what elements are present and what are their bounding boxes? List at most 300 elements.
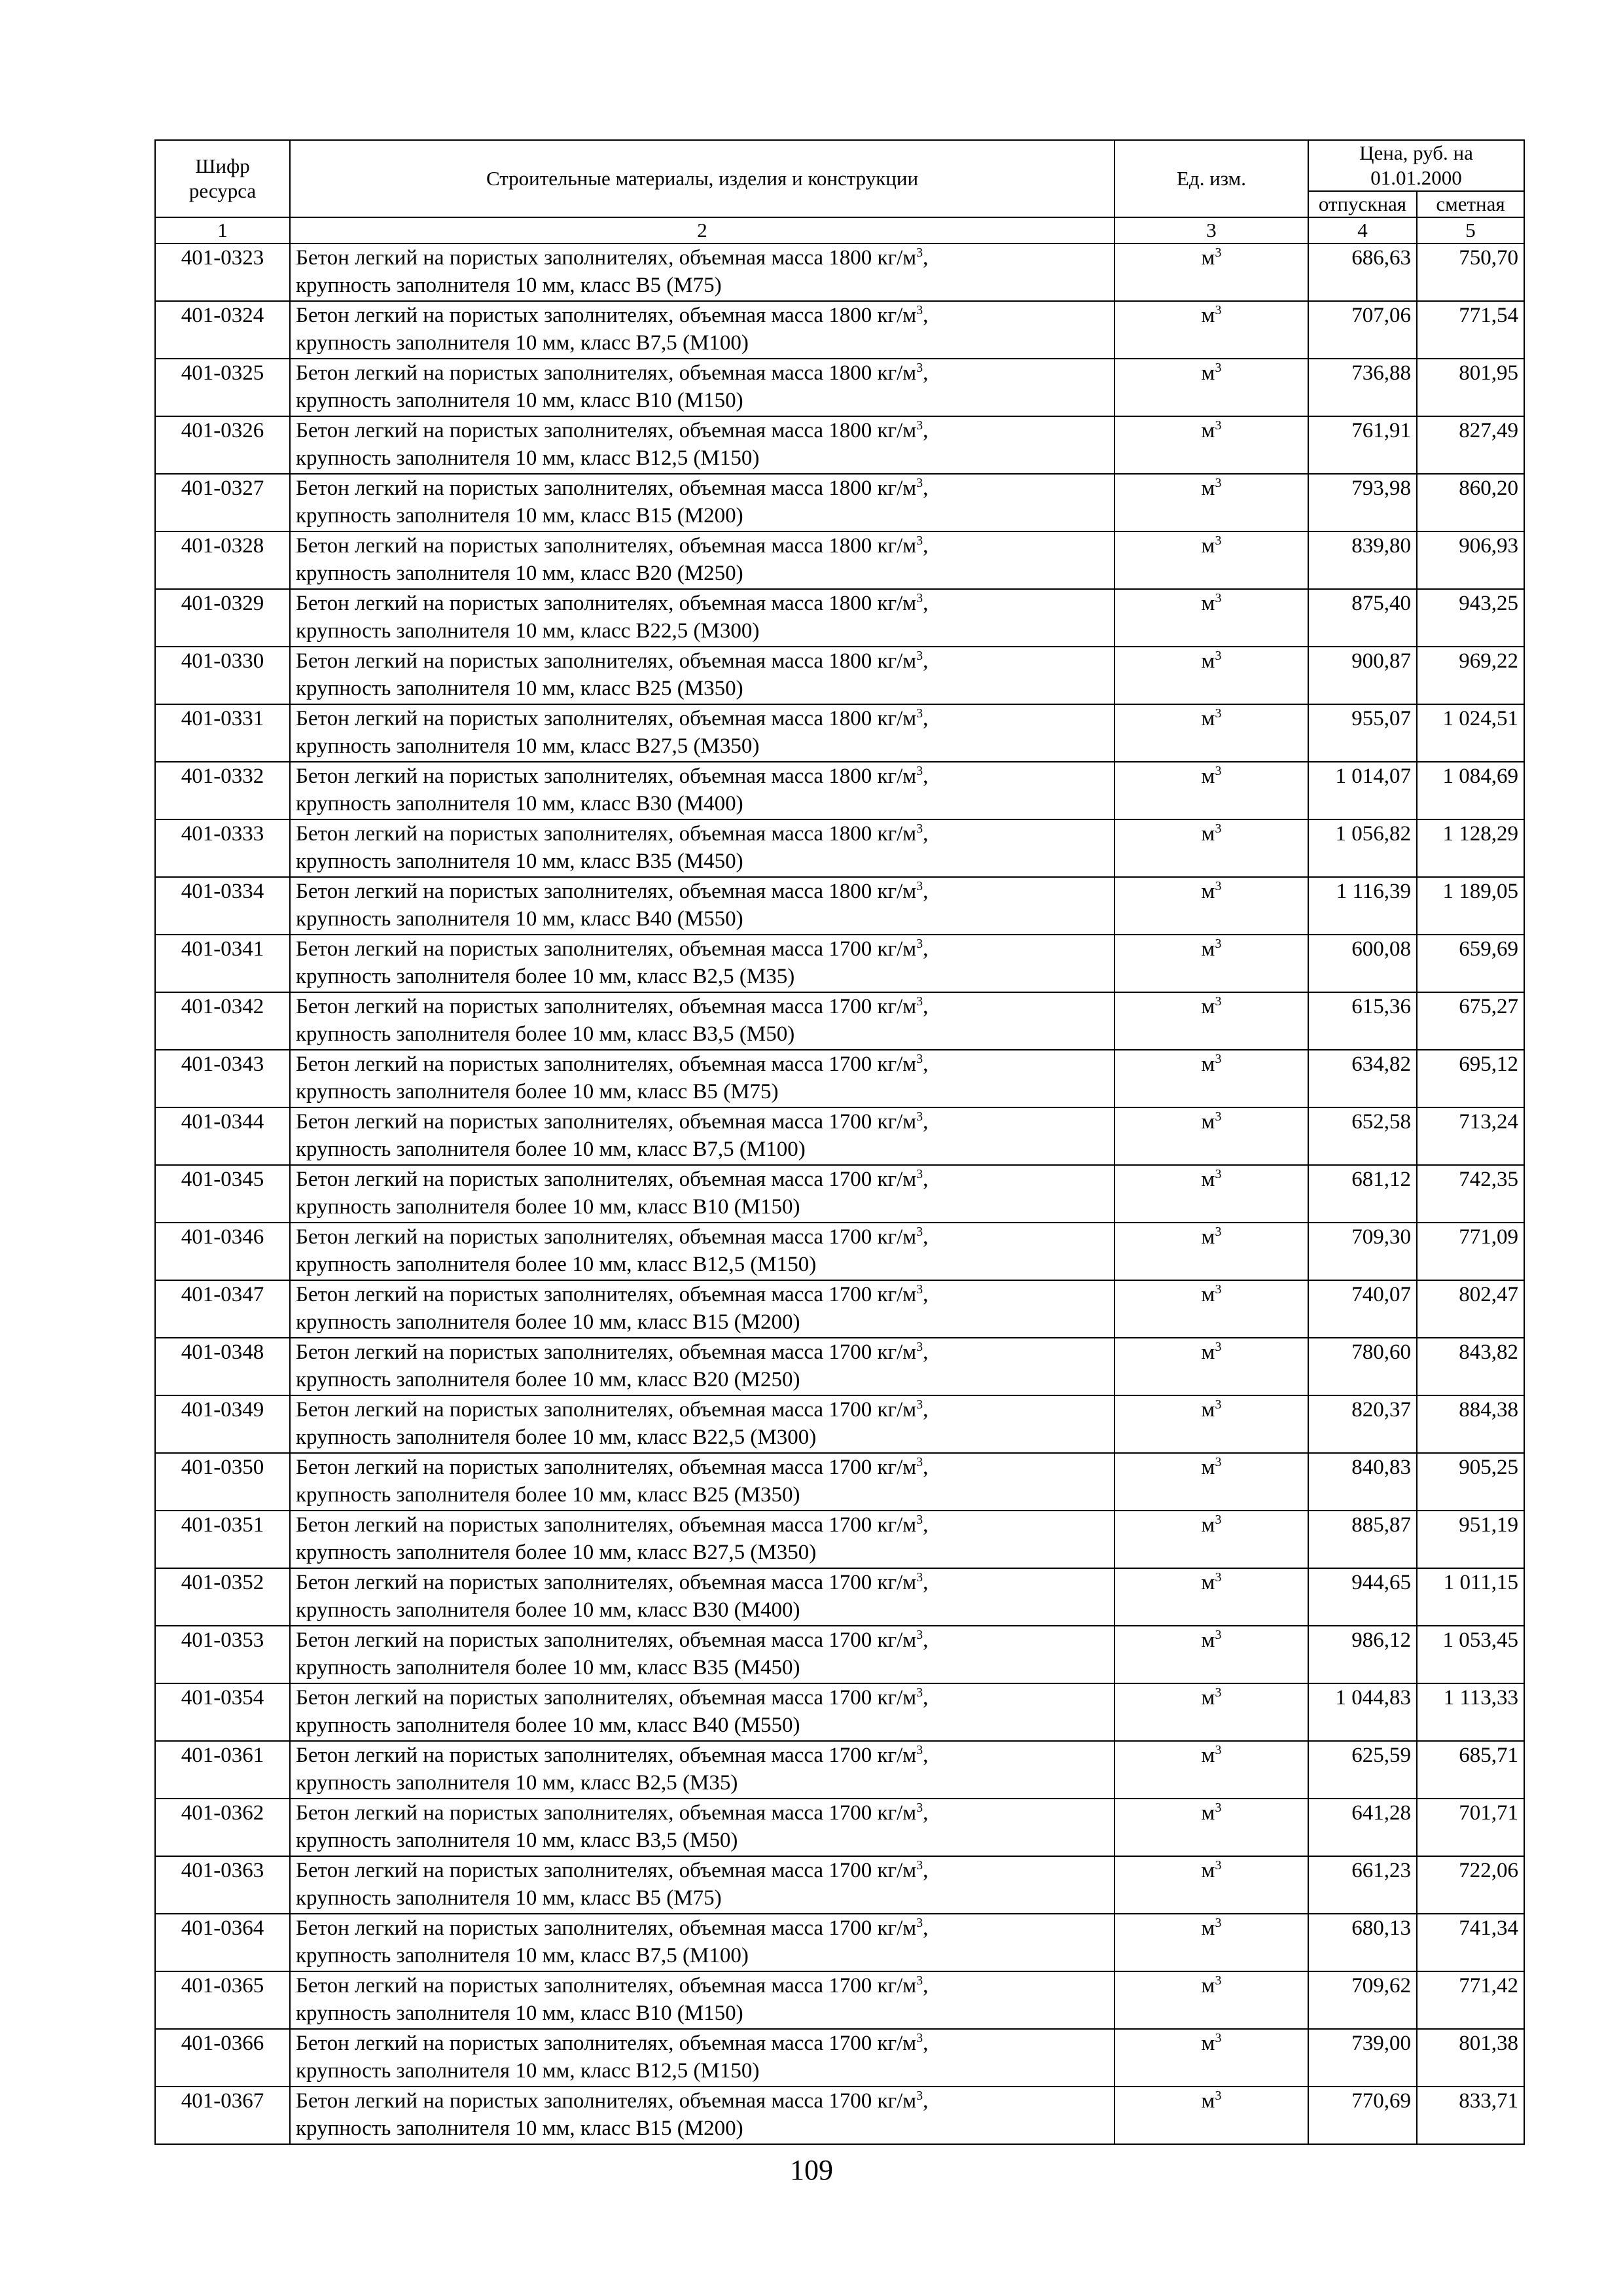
material-name: Бетон легкий на пористых заполнителях, объемная масса 1700 $кг/м^3$, крупность заполнителя более 10 мм, класс В35 (М450)	[290, 1626, 1115, 1683]
unit-cell	[1115, 1914, 1308, 1971]
unit-power: 3	[1215, 937, 1222, 951]
unit-power: 3	[916, 533, 923, 548]
unit-symbol: м	[1201, 1110, 1215, 1134]
release-price: 1 014,07	[1308, 762, 1417, 819]
resource-code: 401-0350	[155, 1453, 290, 1511]
material-name-line1: Бетон легкий на пористых заполнителях, объемная масса 1700 кг/м	[296, 937, 917, 961]
material-name-line2: крупность заполнителя 10 мм, класс В40 (М550)	[296, 907, 743, 931]
material-name-line2: крупность заполнителя более 10 мм, класс В5 (М75)	[296, 1080, 779, 1103]
estimate-price: 1 084,69	[1417, 762, 1524, 819]
material-name-line2: крупность заполнителя 10 мм, класс В12,5 (М150)	[296, 446, 760, 470]
unit-symbol: м	[1201, 304, 1215, 327]
material-name-line2: крупность заполнителя 10 мм, класс В7,5 (М100)	[296, 1944, 749, 1967]
material-name-line2: крупность заполнителя 10 мм, класс В15 (М200)	[296, 2117, 743, 2140]
unit-symbol: м	[1201, 1801, 1215, 1825]
unit-symbol: м	[1201, 1340, 1215, 1364]
unit-power: 3	[916, 649, 923, 663]
resource-code: 401-0363	[155, 1856, 290, 1914]
table-row	[155, 1683, 1524, 1741]
resource-code: 401-0366	[155, 2029, 290, 2087]
material-name-line1: Бетон легкий на пористых заполнителях, объемная масса 1800 кг/м	[296, 822, 917, 846]
estimate-price: 659,69	[1417, 935, 1524, 992]
table-row	[155, 1338, 1524, 1395]
table-row	[155, 1914, 1524, 1971]
material-name-line2: крупность заполнителя 10 мм, класс В5 (М75)	[296, 274, 722, 297]
estimate-price: 771,42	[1417, 1971, 1524, 2029]
release-price: 875,40	[1308, 589, 1417, 647]
estimate-price: 833,71	[1417, 2087, 1524, 2144]
material-name-line1: Бетон легкий на пористых заполнителях, объемная масса 1700 кг/м	[296, 2089, 917, 2113]
material-name-line2: крупность заполнителя 10 мм, класс В5 (М75)	[296, 1886, 722, 1910]
release-price: 820,37	[1308, 1395, 1417, 1453]
unit-power: 3	[1215, 303, 1222, 317]
unit-symbol: м	[1201, 1974, 1215, 1998]
unit-power: 3	[1215, 1167, 1222, 1181]
resource-code: 401-0347	[155, 1280, 290, 1338]
table-row	[155, 243, 1524, 301]
material-name-line2: крупность заполнителя 10 мм, класс В20 (М250)	[296, 562, 743, 585]
material-name: Бетон легкий на пористых заполнителях, объемная масса 1700 $кг/м^3$, крупность заполнителя более 10 мм, класс В40 (М550)	[290, 1683, 1115, 1741]
resource-code: 401-0344	[155, 1107, 290, 1165]
unit-symbol: м	[1201, 592, 1215, 615]
unit-power: 3	[1215, 1570, 1222, 1585]
unit-cell	[1115, 1453, 1308, 1511]
material-name-line2: крупность заполнителя более 10 мм, класс В22,5 (М300)	[296, 1426, 817, 1449]
unit-cell	[1115, 1799, 1308, 1856]
material-name: Бетон легкий на пористых заполнителях, объемная масса 1700 $кг/м^3$, крупность заполнителя 10 мм, класс В2,5 (М35)	[290, 1741, 1115, 1799]
column-number: 5	[1417, 217, 1524, 243]
column-number: 1	[155, 217, 290, 243]
material-name-line1: Бетон легкий на пористых заполнителях, объемная масса 1700 кг/м	[296, 1283, 917, 1306]
unit-power: 3	[916, 937, 923, 951]
material-name: Бетон легкий на пористых заполнителях, объемная масса 1700 $кг/м^3$, крупность заполнителя 10 мм, класс В10 (М150)	[290, 1971, 1115, 2029]
material-name-line2: крупность заполнителя более 10 мм, класс В40 (М550)	[296, 1713, 800, 1737]
material-name-line2: крупность заполнителя 10 мм, класс В3,5 (М50)	[296, 1829, 738, 1852]
header-estimate-price: сметная	[1417, 191, 1524, 217]
unit-power: 3	[1215, 1801, 1222, 1815]
estimate-price: 771,09	[1417, 1223, 1524, 1280]
unit-power: 3	[1215, 2089, 1222, 2103]
release-price: 761,91	[1308, 416, 1417, 474]
material-name-line1: Бетон легкий на пористых заполнителях, объемная масса 1700 кг/м	[296, 1974, 917, 1998]
header-column-numbers	[155, 217, 1524, 243]
material-name-line1: Бетон легкий на пористых заполнителях, объемная масса 1700 кг/м	[296, 1456, 917, 1479]
material-name: Бетон легкий на пористых заполнителях, объемная масса 1800 $кг/м^3$, крупность заполнителя 10 мм, класс В12,5 (М150)	[290, 416, 1115, 474]
unit-power: 3	[1215, 821, 1222, 836]
unit-power: 3	[1215, 1743, 1222, 1757]
material-name-line1: Бетон легкий на пористых заполнителях, объемная масса 1700 кг/м	[296, 1686, 917, 1710]
estimate-price: 1 113,33	[1417, 1683, 1524, 1741]
unit-power: 3	[1215, 1858, 1222, 1873]
resource-code: 401-0354	[155, 1683, 290, 1741]
estimate-price: 827,49	[1417, 416, 1524, 474]
release-price: 840,83	[1308, 1453, 1417, 1511]
unit-cell	[1115, 1280, 1308, 1338]
unit-symbol: м	[1201, 1513, 1215, 1537]
unit-power: 3	[1215, 1282, 1222, 1297]
unit-cell	[1115, 301, 1308, 359]
unit-power: 3	[1215, 1052, 1222, 1066]
material-name-line2: крупность заполнителя 10 мм, класс В7,5 (М100)	[296, 331, 749, 355]
unit-power: 3	[916, 764, 923, 778]
unit-cell	[1115, 992, 1308, 1050]
resource-code: 401-0352	[155, 1568, 290, 1626]
table-header	[155, 140, 1524, 243]
material-name-line1: Бетон легкий на пористых заполнителях, объемная масса 1800 кг/м	[296, 419, 917, 442]
unit-power: 3	[1215, 476, 1222, 490]
unit-cell	[1115, 877, 1308, 935]
material-name: Бетон легкий на пористых заполнителях, объемная масса 1700 $кг/м^3$, крупность заполнителя более 10 мм, класс В2,5 (М35)	[290, 935, 1115, 992]
material-name: Бетон легкий на пористых заполнителях, объемная масса 1700 $кг/м^3$, крупность заполнителя 10 мм, класс В5 (М75)	[290, 1856, 1115, 1914]
unit-power: 3	[916, 1858, 923, 1873]
estimate-price: 695,12	[1417, 1050, 1524, 1107]
unit-power: 3	[916, 303, 923, 317]
release-price: 955,07	[1308, 704, 1417, 762]
material-name-line2: крупность заполнителя более 10 мм, класс В12,5 (М150)	[296, 1253, 817, 1276]
unit-power: 3	[916, 1743, 923, 1757]
unit-power: 3	[1215, 1973, 1222, 1988]
material-name-line2: крупность заполнителя 10 мм, класс В2,5 (М35)	[296, 1771, 738, 1795]
table-row	[155, 1856, 1524, 1914]
unit-cell	[1115, 1856, 1308, 1914]
estimate-price: 969,22	[1417, 647, 1524, 704]
unit-power: 3	[916, 994, 923, 1009]
table-row	[155, 1799, 1524, 1856]
unit-cell	[1115, 1107, 1308, 1165]
unit-cell	[1115, 819, 1308, 877]
material-name-line1: Бетон легкий на пористых заполнителях, объемная масса 1800 кг/м	[296, 361, 917, 385]
table-row	[155, 1165, 1524, 1223]
material-name: Бетон легкий на пористых заполнителях, объемная масса 1700 $кг/м^3$, крупность заполнителя 10 мм, класс В12,5 (М150)	[290, 2029, 1115, 2087]
material-name-line2: крупность заполнителя более 10 мм, класс В15 (М200)	[296, 1310, 800, 1334]
unit-cell	[1115, 704, 1308, 762]
material-name: Бетон легкий на пористых заполнителях, объемная масса 1700 $кг/м^3$, крупность заполнителя 10 мм, класс В3,5 (М50)	[290, 1799, 1115, 1856]
unit-power: 3	[916, 1801, 923, 1815]
release-price: 709,62	[1308, 1971, 1417, 2029]
unit-power: 3	[916, 591, 923, 605]
material-name-line1: Бетон легкий на пористых заполнителях, объемная масса 1700 кг/м	[296, 1052, 917, 1076]
unit-symbol: м	[1201, 1283, 1215, 1306]
unit-power: 3	[1215, 361, 1222, 375]
unit-symbol: м	[1201, 534, 1215, 558]
unit-power: 3	[1215, 1685, 1222, 1700]
resource-code: 401-0349	[155, 1395, 290, 1453]
unit-cell	[1115, 1050, 1308, 1107]
unit-symbol: м	[1201, 995, 1215, 1018]
unit-cell	[1115, 2087, 1308, 2144]
unit-cell	[1115, 416, 1308, 474]
unit-power: 3	[1215, 1455, 1222, 1469]
table-row	[155, 2029, 1524, 2087]
unit-power: 3	[916, 1282, 923, 1297]
release-price: 615,36	[1308, 992, 1417, 1050]
table-row	[155, 531, 1524, 589]
unit-symbol: м	[1201, 361, 1215, 385]
estimate-price: 701,71	[1417, 1799, 1524, 1856]
unit-power: 3	[1215, 879, 1222, 893]
resource-code: 401-0362	[155, 1799, 290, 1856]
table-row	[155, 1626, 1524, 1683]
resource-code: 401-0341	[155, 935, 290, 992]
table-row	[155, 877, 1524, 935]
release-price: 652,58	[1308, 1107, 1417, 1165]
material-name-line1: Бетон легкий на пористых заполнителях, объемная масса 1700 кг/м	[296, 1628, 917, 1652]
unit-power: 3	[916, 1973, 923, 1988]
material-name-line2: крупность заполнителя 10 мм, класс В10 (М150)	[296, 389, 743, 412]
page-number: 109	[790, 2154, 833, 2186]
estimate-price: 713,24	[1417, 1107, 1524, 1165]
material-name: Бетон легкий на пористых заполнителях, объемная масса 1700 $кг/м^3$, крупность заполнителя более 10 мм, класс В25 (М350)	[290, 1453, 1115, 1511]
release-price: 986,12	[1308, 1626, 1417, 1683]
release-price: 793,98	[1308, 474, 1417, 531]
material-name: Бетон легкий на пористых заполнителях, объемная масса 1800 $кг/м^3$, крупность заполнителя 10 мм, класс В35 (М450)	[290, 819, 1115, 877]
release-price: 736,88	[1308, 359, 1417, 416]
material-name: Бетон легкий на пористых заполнителях, объемная масса 1700 $кг/м^3$, крупность заполнителя более 10 мм, класс В5 (М75)	[290, 1050, 1115, 1107]
unit-cell	[1115, 531, 1308, 589]
unit-cell	[1115, 1626, 1308, 1683]
estimate-price: 1 011,15	[1417, 1568, 1524, 1626]
unit-power: 3	[1215, 1225, 1222, 1239]
table-row	[155, 416, 1524, 474]
unit-power: 3	[916, 1685, 923, 1700]
material-name-line1: Бетон легкий на пористых заполнителях, объемная масса 1700 кг/м	[296, 1110, 917, 1134]
material-name-line2: крупность заполнителя 10 мм, класс В12,5 (М150)	[296, 2059, 760, 2083]
unit-symbol: м	[1201, 1052, 1215, 1076]
unit-cell	[1115, 1165, 1308, 1223]
material-name: Бетон легкий на пористых заполнителях, объемная масса 1700 $кг/м^3$, крупность заполнителя 10 мм, класс В15 (М200)	[290, 2087, 1115, 2144]
estimate-price: 675,27	[1417, 992, 1524, 1050]
estimate-price: 1 189,05	[1417, 877, 1524, 935]
unit-power: 3	[916, 1628, 923, 1642]
table-row	[155, 474, 1524, 531]
material-name-line2: крупность заполнителя более 10 мм, класс В27,5 (М350)	[296, 1541, 817, 1564]
release-price: 600,08	[1308, 935, 1417, 992]
material-name: Бетон легкий на пористых заполнителях, объемная масса 1700 $кг/м^3$, крупность заполнителя более 10 мм, класс В30 (М400)	[290, 1568, 1115, 1626]
material-name: Бетон легкий на пористых заполнителях, объемная масса 1700 $кг/м^3$, крупность заполнителя более 10 мм, класс В15 (М200)	[290, 1280, 1115, 1338]
unit-cell	[1115, 647, 1308, 704]
unit-power: 3	[1215, 1397, 1222, 1412]
unit-symbol: м	[1201, 880, 1215, 903]
estimate-price: 722,06	[1417, 1856, 1524, 1914]
unit-symbol: м	[1201, 476, 1215, 500]
resource-code: 401-0327	[155, 474, 290, 531]
material-name-line2: крупность заполнителя 10 мм, класс В22,5 (М300)	[296, 619, 760, 643]
resource-code: 401-0365	[155, 1971, 290, 2029]
material-name: Бетон легкий на пористых заполнителях, объемная масса 1800 $кг/м^3$, крупность заполнителя 10 мм, класс В20 (М250)	[290, 531, 1115, 589]
material-name-line2: крупность заполнителя более 10 мм, класс В2,5 (М35)	[296, 965, 795, 988]
unit-power: 3	[1215, 2031, 1222, 2045]
header-release-price: отпускная	[1308, 191, 1417, 217]
unit-power: 3	[916, 1225, 923, 1239]
resource-code: 401-0364	[155, 1914, 290, 1971]
table-row	[155, 1511, 1524, 1568]
table-row	[155, 1395, 1524, 1453]
material-name: Бетон легкий на пористых заполнителях, объемная масса 1700 $кг/м^3$, крупность заполнителя более 10 мм, класс В12,5 (М150)	[290, 1223, 1115, 1280]
unit-power: 3	[916, 821, 923, 836]
material-name-line1: Бетон легкий на пористых заполнителях, объемная масса 1800 кг/м	[296, 592, 917, 615]
unit-cell	[1115, 762, 1308, 819]
unit-symbol: м	[1201, 2089, 1215, 2113]
header-materials: Строительные материалы, изделия и конструкции	[290, 140, 1115, 217]
material-name: Бетон легкий на пористых заполнителях, объемная масса 1700 $кг/м^3$, крупность заполнителя более 10 мм, класс В22,5 (М300)	[290, 1395, 1115, 1453]
unit-power: 3	[916, 418, 923, 433]
resource-code: 401-0361	[155, 1741, 290, 1799]
unit-symbol: м	[1201, 937, 1215, 961]
resource-code: 401-0323	[155, 243, 290, 301]
material-name: Бетон легкий на пористых заполнителях, объемная масса 1700 $кг/м^3$, крупность заполнителя более 10 мм, класс В10 (М150)	[290, 1165, 1115, 1223]
estimate-price: 802,47	[1417, 1280, 1524, 1338]
estimate-price: 905,25	[1417, 1453, 1524, 1511]
material-name: Бетон легкий на пористых заполнителях, объемная масса 1800 $кг/м^3$, крупность заполнителя 10 мм, класс В22,5 (М300)	[290, 589, 1115, 647]
release-price: 625,59	[1308, 1741, 1417, 1799]
unit-power: 3	[1215, 649, 1222, 663]
unit-power: 3	[1215, 1628, 1222, 1642]
estimate-price: 884,38	[1417, 1395, 1524, 1453]
material-name-line2: крупность заполнителя 10 мм, класс В25 (М350)	[296, 677, 743, 700]
unit-cell	[1115, 474, 1308, 531]
material-name-line1: Бетон легкий на пористых заполнителях, объемная масса 1800 кг/м	[296, 880, 917, 903]
table-row	[155, 2087, 1524, 2144]
unit-cell	[1115, 1338, 1308, 1395]
resource-code: 401-0367	[155, 2087, 290, 2144]
resource-code: 401-0343	[155, 1050, 290, 1107]
unit-symbol: м	[1201, 1686, 1215, 1710]
estimate-price: 801,95	[1417, 359, 1524, 416]
estimate-price: 771,54	[1417, 301, 1524, 359]
release-price: 1 056,82	[1308, 819, 1417, 877]
material-name: Бетон легкий на пористых заполнителях, объемная масса 1800 $кг/м^3$, крупность заполнителя 10 мм, класс В7,5 (М100)	[290, 301, 1115, 359]
resource-code: 401-0333	[155, 819, 290, 877]
price-table-container	[154, 139, 1524, 2145]
table-row	[155, 762, 1524, 819]
material-name-line2: крупность заполнителя более 10 мм, класс В30 (М400)	[296, 1598, 800, 1622]
unit-symbol: м	[1201, 246, 1215, 270]
release-price: 681,12	[1308, 1165, 1417, 1223]
material-name-line1: Бетон легкий на пористых заполнителях, объемная масса 1700 кг/м	[296, 1398, 917, 1422]
unit-power: 3	[916, 361, 923, 375]
unit-power: 3	[916, 1109, 923, 1124]
material-name-line2: крупность заполнителя более 10 мм, класс В3,5 (М50)	[296, 1022, 795, 1046]
resource-code: 401-0334	[155, 877, 290, 935]
table-row	[155, 935, 1524, 992]
material-name-line2: крупность заполнителя 10 мм, класс В30 (М400)	[296, 792, 743, 816]
material-name-line1: Бетон легкий на пористых заполнителях, объемная масса 1700 кг/м	[296, 1225, 917, 1249]
resource-code: 401-0345	[155, 1165, 290, 1223]
unit-cell	[1115, 359, 1308, 416]
resource-code: 401-0332	[155, 762, 290, 819]
resource-code: 401-0342	[155, 992, 290, 1050]
unit-power: 3	[916, 2089, 923, 2103]
material-name-line1: Бетон легкий на пористых заполнителях, объемная масса 1700 кг/м	[296, 1168, 917, 1191]
material-name: Бетон легкий на пористых заполнителях, объемная масса 1800 $кг/м^3$, крупность заполнителя 10 мм, класс В10 (М150)	[290, 359, 1115, 416]
unit-power: 3	[916, 245, 923, 260]
estimate-price: 741,34	[1417, 1914, 1524, 1971]
material-name-line1: Бетон легкий на пористых заполнителях, объемная масса 1700 кг/м	[296, 995, 917, 1018]
estimate-price: 906,93	[1417, 531, 1524, 589]
unit-cell	[1115, 1223, 1308, 1280]
material-name: Бетон легкий на пористых заполнителях, объемная масса 1800 $кг/м^3$, крупность заполнителя 10 мм, класс В5 (М75)	[290, 243, 1115, 301]
release-price: 944,65	[1308, 1568, 1417, 1626]
header-unit: Ед. изм.	[1115, 140, 1308, 217]
material-name: Бетон легкий на пористых заполнителях, объемная масса 1800 $кг/м^3$, крупность заполнителя 10 мм, класс В27,5 (М350)	[290, 704, 1115, 762]
unit-cell	[1115, 1741, 1308, 1799]
unit-power: 3	[1215, 706, 1222, 721]
material-name: Бетон легкий на пористых заполнителях, объемная масса 1800 $кг/м^3$, крупность заполнителя 10 мм, класс В40 (М550)	[290, 877, 1115, 935]
resource-code: 401-0330	[155, 647, 290, 704]
unit-power: 3	[916, 1570, 923, 1585]
material-name: Бетон легкий на пористых заполнителях, объемная масса 1800 $кг/м^3$, крупность заполнителя 10 мм, класс В15 (М200)	[290, 474, 1115, 531]
table-row	[155, 1568, 1524, 1626]
material-name-line1: Бетон легкий на пористых заполнителях, объемная масса 1800 кг/м	[296, 764, 917, 788]
material-name-line1: Бетон легкий на пористых заполнителях, объемная масса 1800 кг/м	[296, 707, 917, 730]
material-name-line1: Бетон легкий на пористых заполнителях, объемная масса 1700 кг/м	[296, 1744, 917, 1767]
material-name: Бетон легкий на пористых заполнителях, объемная масса 1700 $кг/м^3$, крупность заполнителя 10 мм, класс В7,5 (М100)	[290, 1914, 1115, 1971]
unit-power: 3	[916, 1340, 923, 1354]
estimate-price: 1 128,29	[1417, 819, 1524, 877]
table-row	[155, 1050, 1524, 1107]
header-code: Шифр ресурса	[155, 140, 290, 217]
estimate-price: 943,25	[1417, 589, 1524, 647]
table-body	[155, 243, 1524, 2144]
unit-symbol: м	[1201, 1456, 1215, 1479]
unit-symbol: м	[1201, 1916, 1215, 1940]
material-name: Бетон легкий на пористых заполнителях, объемная масса 1700 $кг/м^3$, крупность заполнителя более 10 мм, класс В3,5 (М50)	[290, 992, 1115, 1050]
unit-cell	[1115, 589, 1308, 647]
table-row	[155, 1971, 1524, 2029]
material-name-line1: Бетон легкий на пористых заполнителях, объемная масса 1700 кг/м	[296, 1340, 917, 1364]
material-name-line2: крупность заполнителя более 10 мм, класс В35 (М450)	[296, 1656, 800, 1679]
table-row	[155, 1107, 1524, 1165]
unit-symbol: м	[1201, 1398, 1215, 1422]
material-name: Бетон легкий на пористых заполнителях, объемная масса 1700 $кг/м^3$, крупность заполнителя более 10 мм, класс В7,5 (М100)	[290, 1107, 1115, 1165]
unit-power: 3	[1215, 994, 1222, 1009]
unit-power: 3	[1215, 1109, 1222, 1124]
unit-symbol: м	[1201, 1859, 1215, 1882]
column-number: 4	[1308, 217, 1417, 243]
header-price: Цена, руб. на 01.01.2000	[1308, 140, 1524, 191]
unit-power: 3	[1215, 1340, 1222, 1354]
release-price: 634,82	[1308, 1050, 1417, 1107]
unit-symbol: м	[1201, 419, 1215, 442]
estimate-price: 750,70	[1417, 243, 1524, 301]
release-price: 1 044,83	[1308, 1683, 1417, 1741]
estimate-price: 860,20	[1417, 474, 1524, 531]
estimate-price: 801,38	[1417, 2029, 1524, 2087]
release-price: 1 116,39	[1308, 877, 1417, 935]
release-price: 780,60	[1308, 1338, 1417, 1395]
release-price: 770,69	[1308, 2087, 1417, 2144]
unit-symbol: м	[1201, 1225, 1215, 1249]
table-row	[155, 992, 1524, 1050]
unit-power: 3	[1215, 1916, 1222, 1930]
unit-cell	[1115, 243, 1308, 301]
unit-power: 3	[916, 2031, 923, 2045]
unit-symbol: м	[1201, 1571, 1215, 1594]
unit-power: 3	[916, 1397, 923, 1412]
column-number: 3	[1115, 217, 1308, 243]
release-price: 686,63	[1308, 243, 1417, 301]
unit-symbol: м	[1201, 822, 1215, 846]
estimate-price: 1 024,51	[1417, 704, 1524, 762]
material-name: Бетон легкий на пористых заполнителях, объемная масса 1700 $кг/м^3$, крупность заполнителя более 10 мм, класс В20 (М250)	[290, 1338, 1115, 1395]
release-price: 641,28	[1308, 1799, 1417, 1856]
unit-symbol: м	[1201, 764, 1215, 788]
unit-power: 3	[916, 1513, 923, 1527]
estimate-price: 742,35	[1417, 1165, 1524, 1223]
resource-code: 401-0329	[155, 589, 290, 647]
release-price: 740,07	[1308, 1280, 1417, 1338]
unit-symbol: м	[1201, 1628, 1215, 1652]
